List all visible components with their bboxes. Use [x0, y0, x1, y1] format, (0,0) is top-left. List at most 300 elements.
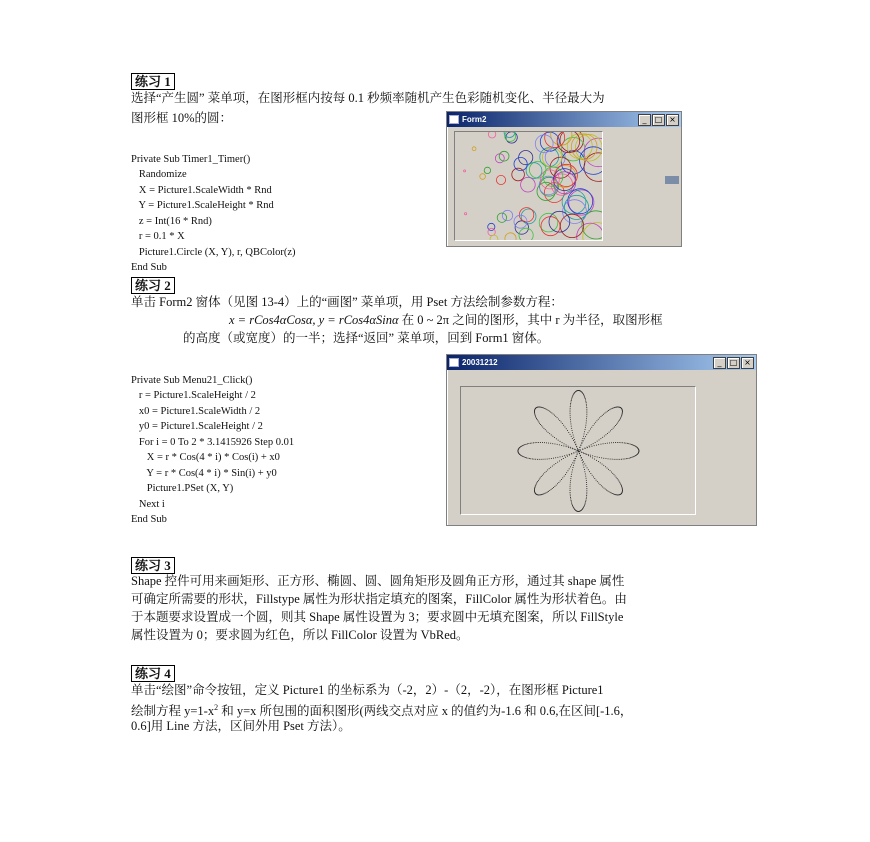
rose-point: [553, 458, 554, 459]
maximize-button[interactable]: □: [652, 114, 665, 126]
rose-point: [574, 508, 575, 509]
rose-point: [597, 457, 598, 458]
rose-point: [537, 481, 538, 482]
rose-point: [622, 490, 623, 491]
rose-point: [635, 446, 636, 447]
rose-point: [618, 479, 619, 480]
rose-point: [573, 440, 574, 441]
rose-point: [586, 418, 587, 419]
rose-point: [523, 445, 524, 446]
rose-point: [585, 425, 586, 426]
close-button[interactable]: ×: [666, 114, 679, 126]
rose-point: [572, 505, 573, 506]
rose-point: [530, 458, 531, 459]
rose-point: [601, 457, 602, 458]
rose-point: [552, 488, 553, 489]
rose-point: [586, 488, 587, 489]
rose-point: [551, 413, 552, 414]
rose-point: [585, 401, 586, 402]
rose-point: [605, 443, 606, 444]
rose-point: [628, 443, 629, 444]
rose-point: [538, 480, 539, 481]
rose-point: [538, 420, 539, 421]
rose-point: [551, 489, 552, 490]
exercise-2-text-line1: 单击 Form2 窗体（见图 13-4）上的“画图” 菜单项，用 Pset 方法绘制参数方程：: [131, 295, 563, 309]
rose-point: [558, 440, 559, 441]
rose-point: [616, 494, 617, 495]
rose-point: [570, 499, 571, 500]
rose-point: [545, 459, 546, 460]
code-line: Y = r * Cos(4 * i) * Sin(i) + y0: [131, 467, 277, 479]
rose-point: [597, 441, 598, 442]
random-circle: [551, 132, 572, 145]
rose-point: [591, 444, 592, 445]
rose-point: [621, 417, 622, 418]
rose-point: [621, 486, 622, 487]
rose-point: [589, 471, 590, 472]
rose-point: [585, 398, 586, 399]
rose-point: [585, 501, 586, 502]
rose-point: [570, 406, 571, 407]
rose-point: [567, 430, 568, 431]
rose-point: [572, 395, 573, 396]
rose-point: [632, 457, 633, 458]
rose-point: [538, 422, 539, 423]
rose-point: [582, 449, 583, 450]
rose-point: [586, 454, 587, 455]
rose-point: [604, 436, 605, 437]
rose-point: [551, 458, 552, 459]
rose-point: [534, 414, 535, 415]
rose-point: [573, 465, 574, 466]
rose-point: [582, 460, 583, 461]
rose-point: [623, 459, 624, 460]
exercise-2-header: 练习 2: [131, 277, 175, 294]
rose-point: [568, 470, 569, 471]
rose-point: [581, 443, 582, 444]
rose-point: [522, 446, 523, 447]
rose-point: [583, 393, 584, 394]
rose-point: [570, 492, 571, 493]
code-line: Picture1.PSet (X, Y): [131, 483, 234, 494]
rose-point: [544, 428, 545, 429]
rose-point: [570, 480, 571, 481]
rose-point: [564, 455, 565, 456]
rose-point: [598, 444, 599, 445]
rose-point: [542, 427, 543, 428]
rose-point: [579, 449, 580, 450]
rose-point: [602, 415, 603, 416]
rose-point: [599, 457, 600, 458]
rose-point: [604, 488, 605, 489]
random-circle: [502, 210, 512, 220]
rose-point: [534, 489, 535, 490]
rose-point: [583, 507, 584, 508]
rose-point: [570, 448, 571, 449]
random-circle: [526, 163, 542, 179]
rose-point: [571, 399, 572, 400]
rose-point: [570, 419, 571, 420]
rose-point: [626, 458, 627, 459]
rose-point: [615, 442, 616, 443]
rose-point: [572, 398, 573, 399]
rose-point: [622, 489, 623, 490]
rose-point: [570, 494, 571, 495]
scroll-handle[interactable]: [665, 176, 679, 184]
rose-point: [562, 423, 563, 424]
rose-point: [596, 480, 597, 481]
form-20031212-titlebar[interactable]: [447, 355, 756, 370]
rose-point: [611, 472, 612, 473]
random-circle: [472, 147, 476, 151]
rose-point: [607, 468, 608, 469]
rose-point: [543, 494, 544, 495]
rose-point: [582, 392, 583, 393]
vb-form-icon: [449, 358, 459, 367]
rose-point: [584, 505, 585, 506]
rose-point: [585, 448, 586, 449]
minimize-button[interactable]: _: [638, 114, 651, 126]
rose-point: [577, 454, 578, 455]
rose-point: [562, 477, 563, 478]
rose-point: [581, 457, 582, 458]
rose-point: [534, 491, 535, 492]
rose-point: [571, 500, 572, 501]
exercise-3-header: 练习 3: [131, 557, 175, 574]
rose-point: [615, 425, 616, 426]
rose-point: [549, 433, 550, 434]
rose-point: [611, 493, 612, 494]
rose-point: [622, 411, 623, 412]
rose-point: [571, 400, 572, 401]
rose-point: [557, 444, 558, 445]
rose-point: [618, 459, 619, 460]
rose-point: [524, 457, 525, 458]
rose-point: [571, 464, 572, 465]
close-button[interactable]: ×: [741, 357, 754, 369]
rose-point: [530, 443, 531, 444]
minimize-button[interactable]: _: [713, 357, 726, 369]
rose-point: [545, 429, 546, 430]
rose-point: [591, 427, 592, 428]
rose-point: [570, 495, 571, 496]
rose-point: [633, 445, 634, 446]
rose-point: [570, 478, 571, 479]
rose-point: [585, 504, 586, 505]
rose-point: [596, 445, 597, 446]
rose-point: [586, 420, 587, 421]
random-circle: [584, 138, 602, 167]
rose-point: [616, 407, 617, 408]
rose-point: [526, 444, 527, 445]
rose-point: [526, 457, 527, 458]
rose-point: [612, 408, 613, 409]
rose-point: [540, 477, 541, 478]
rose-point: [569, 455, 570, 456]
rose-point: [583, 465, 584, 466]
rose-point: [598, 483, 599, 484]
rose-point: [572, 432, 573, 433]
code-line: X = Picture1.ScaleWidth * Rnd: [131, 184, 272, 196]
rose-point: [570, 466, 571, 467]
random-circle: [550, 157, 571, 178]
rose-point: [622, 442, 623, 443]
random-circle: [496, 175, 505, 184]
rose-point: [580, 450, 581, 451]
rose-point: [602, 437, 603, 438]
rose-point: [542, 494, 543, 495]
rose-point: [546, 442, 547, 443]
code-line: Private Sub Timer1_Timer(): [131, 153, 251, 165]
rose-point: [630, 457, 631, 458]
rose-point: [604, 413, 605, 414]
random-circle: [560, 214, 583, 237]
rose-point: [615, 476, 616, 477]
rose-point: [541, 459, 542, 460]
rose-point: [554, 486, 555, 487]
rose-point: [574, 463, 575, 464]
rose-point: [549, 490, 550, 491]
rose-point: [584, 506, 585, 507]
exercise-3-text-line3: 于本题要求设置成一个圆，则其 Shape 属性设置为 3；要求圆中无填充图案，所以 FillStyle: [131, 610, 624, 624]
rose-point: [583, 461, 584, 462]
rose-point: [621, 442, 622, 443]
rose-point: [547, 492, 548, 493]
rose-point: [535, 486, 536, 487]
rose-point: [535, 485, 536, 486]
rose-point: [617, 407, 618, 408]
rose-point: [610, 430, 611, 431]
random-circle: [484, 167, 490, 173]
rose-point: [561, 459, 562, 460]
rose-point: [631, 444, 632, 445]
rose-point: [588, 432, 589, 433]
rose-point: [618, 494, 619, 495]
rose-point: [614, 426, 615, 427]
rose-point: [570, 417, 571, 418]
rose-point: [614, 459, 615, 460]
rose-point: [573, 507, 574, 508]
rose-point: [607, 433, 608, 434]
rose-point: [539, 423, 540, 424]
rose-point: [562, 456, 563, 457]
random-circle: [464, 170, 466, 172]
rose-point: [573, 467, 574, 468]
rose-point: [586, 493, 587, 494]
rose-point: [585, 476, 586, 477]
rose-point: [603, 443, 604, 444]
parametric-equation: x = rCos4αCosα, y = rCos4αSinα: [229, 313, 399, 327]
rose-point: [533, 442, 534, 443]
form-20031212-window: [446, 354, 757, 526]
rose-point: [607, 490, 608, 491]
rose-point: [570, 403, 571, 404]
random-circle: [521, 177, 536, 192]
rose-point: [586, 482, 587, 483]
rose-point: [559, 444, 560, 445]
code-line: y0 = Picture1.ScaleHeight / 2: [131, 421, 263, 432]
rose-point: [621, 415, 622, 416]
rose-point: [622, 412, 623, 413]
rose-point: [592, 475, 593, 476]
rose-point: [564, 443, 565, 444]
rose-point: [545, 409, 546, 410]
maximize-button[interactable]: □: [727, 357, 740, 369]
rose-point: [570, 413, 571, 414]
rose-point: [600, 438, 601, 439]
rose-point: [590, 429, 591, 430]
rose-point: [521, 446, 522, 447]
rose-point: [594, 459, 595, 460]
rose-point: [575, 441, 576, 442]
rose-point: [612, 473, 613, 474]
rose-point: [536, 417, 537, 418]
rose-point: [616, 424, 617, 425]
rose-point: [573, 506, 574, 507]
form2-titlebar[interactable]: [447, 112, 681, 127]
rose-point: [612, 459, 613, 460]
rose-point: [624, 443, 625, 444]
rose-point: [619, 459, 620, 460]
rose-point: [613, 494, 614, 495]
rose-point: [586, 405, 587, 406]
rose-point: [539, 407, 540, 408]
exercise-1-code: [131, 136, 296, 291]
rose-point: [595, 442, 596, 443]
rose-point: [561, 479, 562, 480]
code-line: X = r * Cos(4 * i) * Cos(i) + x0: [131, 452, 280, 463]
rose-point: [585, 474, 586, 475]
rose-point: [570, 488, 571, 489]
rose-point: [621, 416, 622, 417]
rose-point: [614, 474, 615, 475]
rose-point: [566, 446, 567, 447]
rose-point: [571, 424, 572, 425]
rose-point: [586, 402, 587, 403]
rose-point: [593, 425, 594, 426]
rose-point: [546, 492, 547, 493]
rose-point: [548, 410, 549, 411]
rose-point: [565, 427, 566, 428]
rose-point: [617, 423, 618, 424]
rose-point: [603, 465, 604, 466]
rose-point: [541, 407, 542, 408]
rose-point: [531, 443, 532, 444]
rose-point: [622, 413, 623, 414]
random-circle: [505, 233, 516, 240]
rose-point: [544, 442, 545, 443]
rose-point: [614, 494, 615, 495]
rose-point: [571, 474, 572, 475]
rose-point: [586, 498, 587, 499]
rose-point: [629, 458, 630, 459]
rose-point: [543, 459, 544, 460]
rose-point: [558, 419, 559, 420]
rose-point: [586, 486, 587, 487]
random-circle: [535, 135, 553, 153]
exponent: 2: [214, 703, 219, 712]
rose-point: [580, 445, 581, 446]
rose-point: [600, 462, 601, 463]
rose-point: [633, 456, 634, 457]
rose-point: [572, 504, 573, 505]
rose-point: [606, 458, 607, 459]
rose-point: [554, 437, 555, 438]
rose-point: [560, 481, 561, 482]
rose-point: [560, 441, 561, 442]
rose-point: [573, 435, 574, 436]
rose-point: [573, 460, 574, 461]
exercise-1-header: 练习 1: [131, 73, 175, 90]
rose-point: [566, 455, 567, 456]
rose-point: [592, 455, 593, 456]
rose-point: [616, 459, 617, 460]
rose-point: [571, 428, 572, 429]
rose-point: [578, 452, 579, 453]
rose-point: [525, 444, 526, 445]
rose-point: [576, 446, 577, 447]
form2-window: [446, 111, 682, 247]
rose-point: [610, 459, 611, 460]
rose-point: [563, 458, 564, 459]
rose-point: [613, 442, 614, 443]
picture1-box[interactable]: [454, 131, 603, 241]
rose-point: [571, 426, 572, 427]
rose-point: [574, 460, 575, 461]
rose-point: [570, 486, 571, 487]
rose-point: [606, 434, 607, 435]
rose-point: [552, 436, 553, 437]
rose-point: [555, 457, 556, 458]
picture1-box[interactable]: [460, 386, 696, 515]
rose-point: [573, 437, 574, 438]
rose-point: [618, 495, 619, 496]
rose-point: [585, 429, 586, 430]
rose-point: [597, 481, 598, 482]
rose-point: [568, 446, 569, 447]
rose-point: [539, 479, 540, 480]
rose-point: [570, 421, 571, 422]
rose-point: [571, 503, 572, 504]
rose-point: [601, 444, 602, 445]
rose-point: [557, 483, 558, 484]
rose-point: [559, 420, 560, 421]
rose-point: [534, 488, 535, 489]
rose-point: [557, 462, 558, 463]
rose-point: [552, 466, 553, 467]
rose-point: [610, 492, 611, 493]
rose-point: [619, 442, 620, 443]
rose-point: [617, 442, 618, 443]
rose-point: [577, 448, 578, 449]
rose-point: [586, 404, 587, 405]
rose-point: [583, 436, 584, 437]
rose-point: [590, 473, 591, 474]
rose-point: [624, 459, 625, 460]
rose-point: [570, 410, 571, 411]
rose-point: [576, 452, 577, 453]
rose-point: [557, 417, 558, 418]
rose-point: [549, 458, 550, 459]
rose-point: [537, 419, 538, 420]
rose-point: [529, 458, 530, 459]
exercise-3-text-line1: Shape 控件可用来画矩形、正方形、椭圆、圆、圆角矩形及圆角正方形，通过其 shape 属性: [131, 574, 625, 588]
rose-point: [553, 414, 554, 415]
rose-point: [599, 417, 600, 418]
rose-point: [583, 440, 584, 441]
random-circle: [490, 235, 498, 240]
rose-point: [634, 456, 635, 457]
